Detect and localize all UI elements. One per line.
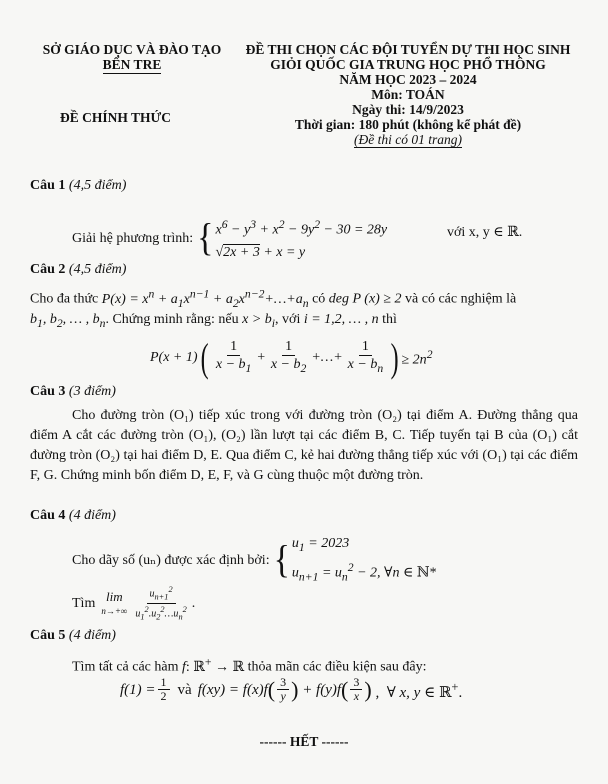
page-note: (Đề thi có 01 trang) bbox=[354, 132, 462, 147]
department-block bbox=[32, 42, 232, 74]
question-4-body: Cho dãy số (uₙ) được xác định bởi: { $u_1 = 2023$ $u_{n+1} = u_n^2 - 2$, ∀n ∈ ℕ* bbox=[72, 534, 437, 587]
end-marker: ------ HẾT ------ bbox=[259, 734, 349, 749]
question-2-inequality: P(x + 1) ( $\frac{1}{x - b_1}$ + $\frac{1}{x - b_2}$ +…+ $\frac{1}{x - b_n}$ ) ≥ $2n^2$ bbox=[150, 335, 433, 380]
subject: Môn: TOÁN bbox=[371, 87, 445, 102]
duration: Thời gian: 180 phút (không kể phát đề) bbox=[294, 117, 522, 132]
system-brace: { bbox=[197, 216, 214, 260]
equation-2: √2x + 3 + x = y bbox=[215, 244, 306, 260]
question-1-domain: với x, y ∈ ℝ. bbox=[447, 225, 523, 240]
question-2-line1: Cho đa thức $P(x) = x^n + a_1x^{n-1}$ + $a_2x^{n-2}+\dots+a_n$ có deg P (x) ≥ 2 và có các nghiệm là bbox=[30, 287, 517, 310]
equation-system bbox=[215, 214, 387, 264]
question-3-body: Cho đường tròn (O₁) tiếp xúc trong với đường tròn (O₂) tại điểm A. Đường thẳng qua điểm A cắt các đường tròn (O₁), (O₂) lần lượt tại các điểm B, C. Tiếp tuyến tại B của (O₁) cắt đường tròn (O₂) tại hai điểm D, E. Qua điểm C, kẻ hai đường thẳng tiếp xúc với (O₁) tại các điểm F, G. Chứng minh bốn điểm D, E, F, và G cùng thuộc một đường tròn. bbox=[30, 408, 578, 483]
question-5-line1: Tìm tất cả các hàm f: ℝ+ → ℝ thỏa mãn các điều kiện sau đây: bbox=[72, 655, 427, 675]
official-label: ĐỀ CHÍNH THỨC bbox=[60, 110, 172, 125]
question-1-title: Câu 1 (4,5 điểm) bbox=[30, 178, 127, 193]
question-5-conditions: f(1) = $\frac{1}{2}$ và f(xy) = f(x)f ( $\frac{3}{y}$ ) + f(y)f ( $\frac{3}{x}$ ) , ∀ x, y ∈ ℝ+. bbox=[120, 675, 463, 703]
question-3-title: Câu 3 (3 điểm) bbox=[30, 384, 116, 399]
question-4-title: Câu 4 (4 điểm) bbox=[30, 508, 116, 523]
question-5-title: Câu 5 (4 điểm) bbox=[30, 628, 116, 643]
exam-title-line1: ĐỀ THI CHỌN CÁC ĐỘI TUYỂN DỰ THI HỌC SINH bbox=[245, 42, 571, 57]
question-1-body: Giải hệ phương trình: { $x^6 - y^3 + x^2 - 9y^2 - 30 = 28y$ √2x + 3 + x = y bbox=[72, 214, 387, 264]
school-year: NĂM HỌC 2023 – 2024 bbox=[339, 72, 477, 87]
department-province: BẾN TRE bbox=[102, 57, 162, 72]
question-2-title: Câu 2 (4,5 điểm) bbox=[30, 262, 127, 277]
sequence-definition: $u_1 = 2023$ $u_{n+1} = u_n^2 - 2$, ∀n ∈ ℕ* bbox=[291, 536, 437, 584]
equation-1: $x^6 - y^3 + x^2 - 9y^2 - 30 = 28y$ bbox=[215, 218, 388, 238]
polynomial: $P(x) = x^n + a_1x^{n-1}$ + $a_2x^{n-2}+\dots+a_n$ bbox=[101, 287, 309, 310]
department-name: SỞ GIÁO DỤC VÀ ĐÀO TẠO bbox=[42, 42, 222, 57]
degree-condition: deg P (x) ≥ 2 bbox=[328, 291, 402, 307]
question-2-line2: $b_1$, $b_2$, … , $b_n$. Chứng minh rằng: nếu $x > b_i$, với i = 1,2, … , n thì bbox=[30, 312, 397, 330]
exam-title-block bbox=[238, 42, 578, 148]
exam-date: Ngày thi: 14/9/2023 bbox=[352, 102, 464, 117]
question-4-limit: Tìm lim n→+∞ $\frac{u_{n+1}^2}{u_1^2.u_2^2\dots u_n^2}$ . bbox=[72, 585, 196, 622]
exam-title-line2: GIỎI QUỐC GIA TRUNG HỌC PHỔ THÔNG bbox=[270, 57, 546, 72]
